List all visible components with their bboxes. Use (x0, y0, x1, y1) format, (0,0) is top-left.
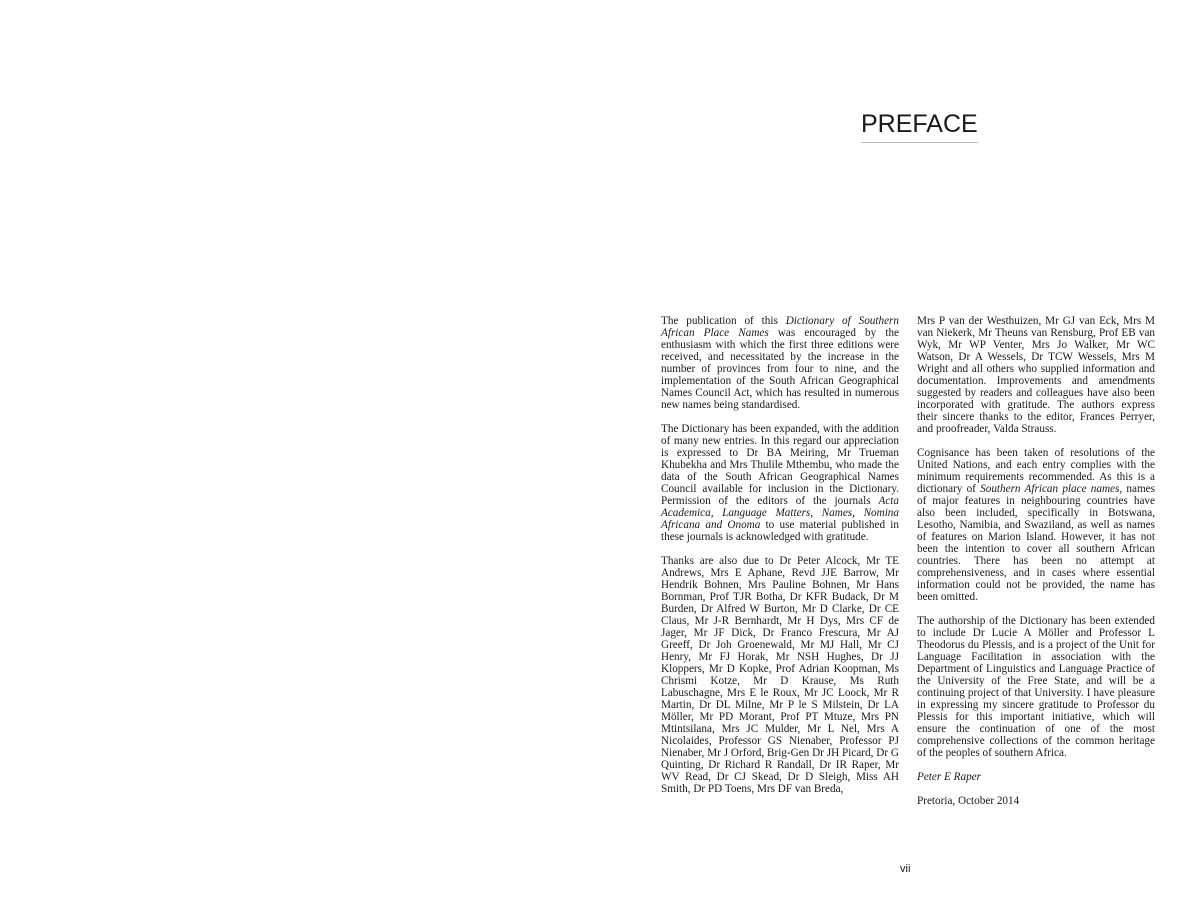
paragraph-text: to use material published in these journals is acknowledged with gratitude. (661, 519, 899, 543)
page-number: vii (900, 863, 911, 875)
italic-phrase: Southern African place names (980, 483, 1120, 495)
signature-name: Peter E Raper (917, 771, 981, 783)
left-column (661, 315, 899, 807)
journal-titles: Acta Academica, Language Matters, Names, Nomina Africana and Onoma (661, 495, 899, 531)
paragraph-publication (661, 315, 899, 411)
paragraph-cognisance (917, 447, 1155, 603)
paragraph-thanks: Thanks are also due to Dr Peter Alcock, Mr TE Andrews, Mrs E Aphane, Revd JJE Barrow, Mr Hendrik Bohnen, Mrs Pauline Bohnen, Mr Hans Bornman, Prof TJR Botha, Dr KFR Budack, Dr M Burden, Dr Alfred W Burton, Mr D Clarke, Dr CE Claus, Mr J-R Bernhardt, Mr H Dys, Mrs CF de Jager, Mr JF Dick, Dr Franco Frescura, Mr AJ Greeff, Dr Joh Groenewald, Mr MJ Hall, Mr CJ Henry, Mr FJ Horak, Mr NSH Hughes, Dr JJ Kloppers, Mr D Kopke, Prof Adrian Koopman, Ms Chrismi Kotze, Mr D Krause, Ms Ruth Labuschagne, Mrs E le Roux, Mr JC Loock, Mr R Martin, Dr DL Milne, Mr P le S Milstein, Dr LA Möller, Mr PD Morant, Prof PT Mtuze, Mrs PN Mtintsilana, Mrs JC Mulder, Mr L Nel, Mrs A Nicolaides, Professor GS Nienaber, Professor PJ Nienaber, Mr J Orford, Brig-Gen Dr JH Picard, Dr G Quinting, Dr Richard R Randall, Dr IR Raper, Mr WV Read, Dr CJ Skead, Dr D Sleigh, Miss AH Smith, Dr PD Toens, Mrs DF van Breda, (661, 555, 899, 795)
paragraph-text: was encouraged by the enthusiasm with which the first three editions were received, and necessitated by the increase in the number of provinces from four to nine, and the implementation of the South African Geographical Names Council Act, which has resulted in numerous new names being standardised. (661, 327, 899, 411)
paragraph-text: The publication of this (661, 315, 786, 327)
paragraph-text: The Dictionary has been expanded, with the addition of many new entries. In this regard our appreciation is expressed to Dr BA Meiring, Mr Trueman Khubekha and Mrs Thulile Mthembu, who made the data of the South African Geographical Names Council available for inclusion in the Dictionary. Permission of the editors of the journals (661, 423, 899, 507)
signature-place-date: Pretoria, October 2014 (917, 795, 1020, 807)
paragraph-thanks-continued: Mrs P van der Westhuizen, Mr GJ van Eck, Mrs M van Niekerk, Mr Theuns van Rensburg, Prof EB van Wyk, Mr WP Venter, Mrs Jo Walker, Mr WC Watson, Dr A Wessels, Dr TCW Wessels, Mrs M Wright and all others who supplied information and documentation. Improvements and amendments suggested by readers and colleagues have also been incorporated with gratitude. The authors express their sincere thanks to the editor, Frances Perryer, and proofreader, Valda Strauss. (917, 315, 1155, 435)
page-heading: PREFACE (861, 110, 978, 143)
paragraph-authorship: The authorship of the Dictionary has been extended to include Dr Lucie A Möller and Professor L Theodorus du Plessis, and is a project of the Unit for Language Facilitation in association with the Department of Linguistics and Language Practice of the University of the Free State, and will be a continuing project of that University. I have pleasure in expressing my sincere gratitude to Professor du Plessis for this important initiative, which will ensure the continuation of one of the most comprehensive collections of the common heritage of the peoples of southern Africa. (917, 615, 1155, 759)
book-title: Dictionary of Southern African Place Names (661, 315, 899, 339)
paragraph-text: Cognisance has been taken of resolutions of the United Nations, and each entry complies with the minimum requirements recommended. As this is a dictionary of (917, 447, 1155, 495)
right-column (917, 315, 1155, 819)
paragraph-text: , names of major features in neighbouring countries have also been included, specifically in Botswana, Lesotho, Namibia, and Swaziland, as well as names of features on Marion Island. However, it has not been the intention to cover all southern African countries. There has been no attempt at comprehensiveness, and in cases where essential information could not be provided, the name has been omitted. (917, 483, 1155, 603)
paragraph-expansion (661, 423, 899, 543)
